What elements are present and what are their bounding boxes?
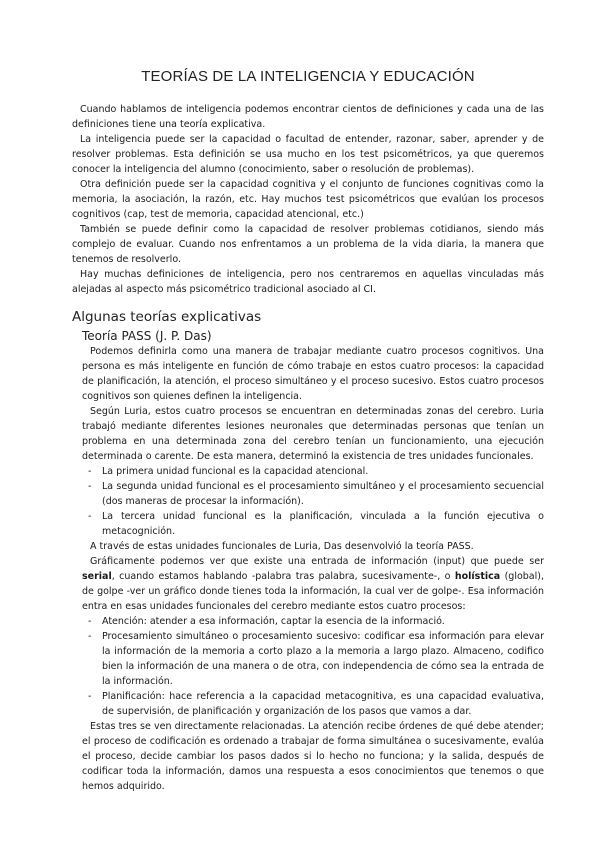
text-run: (global), de golpe -ver un gráfico donde tienes toda la información, la cual ver de golpe-. Esa información entra en esas unidades funcionales del cerebro mediante estos cuatro procesos: — [82, 571, 544, 612]
document-page — [72, 68, 544, 794]
list-item: - La tercera unidad funcional es la planificación, vinculada a la función ejecutiva o metacognición. — [88, 511, 544, 537]
body-paragraph: A través de estas unidades funcionales de Luria, Das desenvolvió la teoría PASS. — [90, 541, 474, 552]
functional-units-list — [72, 464, 544, 539]
body-paragraph: Según Luria, estos cuatro procesos se encuentran en determinadas zonas del cerebro. Luria trabajó mediante diferentes lesiones neuronales que determinadas personas que tenían un problema en una determinada zona del cerebro tenían un funcionamiento, una ejecución determinada o carente. De esta manera, determinó la existencia de tres unidades funcionales. — [82, 406, 544, 462]
list-item: - Procesamiento simultáneo o procesamiento sucesivo: codificar esa información para elevar la información de la memoria a corto plazo a la memoria a largo plazo. Almaceno, codifico bien la información de una manera o de otra, con independencia de cómo sea la entrada de la información. — [88, 631, 544, 687]
list-item-text: Procesamiento simultáneo o procesamiento sucesivo: codificar esa información para elevar la información de la memoria a corto plazo a la memoria a largo plazo. Almaceno, codifico bien la información de una manera o de otra, con independencia de cómo sea la entrada de la información. — [102, 631, 544, 687]
processes-list — [72, 614, 544, 719]
list-item-text: Atención: atender a esa información, captar la esencia de la informació. — [102, 616, 445, 627]
text-run: , cuando estamos hablando -palabra tras palabra, sucesivamente-, o — [111, 571, 455, 582]
list-item: - La segunda unidad funcional es el procesamiento simultáneo y el procesamiento secuencial (dos maneras de procesar la información). — [88, 481, 544, 507]
text-run: Gráficamente podemos ver que existe una entrada de información (input) que puede ser — [90, 556, 544, 567]
subsection-heading: Teoría PASS (J. P. Das) — [82, 329, 212, 343]
body-paragraph: Podemos definirla como una manera de trabajar mediante cuatro procesos cognitivos. Una persona es más inteligente en función de cómo trabaje en estos cuatro procesos: la capacidad de planificación, la atención, el proceso simultáneo y el proceso sucesivo. Estos cuatro procesos cognitivos son quienes definen la inteligencia. — [82, 346, 544, 402]
list-item-text: La tercera unidad funcional es la planificación, vinculada a la función ejecutiva o metacognición. — [102, 511, 544, 537]
document-title: TEORÍAS DE LA INTELIGENCIA Y EDUCACIÓN — [141, 68, 475, 85]
bold-term: holística — [454, 571, 501, 582]
list-item: - La primera unidad funcional es la capacidad atencional. — [88, 466, 369, 477]
intro-paragraph: Otra definición puede ser la capacidad cognitiva y el conjunto de funciones cognitivas como la memoria, la asociación, la razón, etc. Hay muchos test psicométricos que evalúan los procesos cognitivos (cap, test de memoria, capacidad atencional, etc.) — [72, 179, 544, 220]
body-paragraph: Estas tres se ven directamente relacionadas. La atención recibe órdenes de qué debe atender; el proceso de codificación es ordenado a trabajar de forma simultánea o sucesivamente, evalúa el proceso, decide cambiar los pasos dados si lo hecho no funciona; y la salida, después de codificar toda la información, damos una respuesta a esos conocimientos que tenemos o que hemos adquirido. — [82, 721, 544, 792]
list-item-text: Planificación: hace referencia a la capacidad metacognitiva, es una capacidad evaluativa, de supervisión, de planificación y organización de los pasos que vamos a dar. — [102, 691, 544, 717]
intro-section — [72, 102, 544, 297]
list-item: - Planificación: hace referencia a la capacidad metacognitiva, es una capacidad evaluativa, de supervisión, de planificación y organización de los pasos que vamos a dar. — [88, 691, 544, 717]
body-paragraph — [72, 554, 544, 614]
list-item-text: La segunda unidad funcional es el procesamiento simultáneo y el procesamiento secuencial (dos maneras de procesar la información). — [102, 481, 544, 507]
intro-paragraph: Cuando hablamos de inteligencia podemos encontrar cientos de definiciones y cada una de las definiciones tiene una teoría explicativa. — [72, 104, 544, 130]
intro-paragraph: La inteligencia puede ser la capacidad o facultad de entender, razonar, saber, aprender y de resolver problemas. Esta definición se usa mucho en los test psicométricos, ya que queremos conocer la inteligencia del alumno (conocimiento, saber o resolución de problemas). — [72, 134, 544, 175]
list-item-text: La primera unidad funcional es la capacidad atencional. — [102, 466, 369, 477]
list-item: - Atención: atender a esa información, captar la esencia de la informació. — [88, 616, 445, 627]
intro-paragraph: Hay muchas definiciones de inteligencia, pero nos centraremos en aquellas vinculadas más alejadas al aspecto más psicométrico tradicional asociado al CI. — [72, 269, 544, 295]
bold-term: serial — [82, 571, 112, 582]
pass-theory-section — [72, 329, 544, 794]
section-heading: Algunas teorías explicativas — [72, 309, 262, 325]
intro-paragraph: También se puede definir como la capacidad de resolver problemas cotidianos, siendo más complejo de evaluar. Cuando nos enfrentamos a un problema de la vida diaria, la manera que tenemos de resolverlo. — [72, 224, 544, 265]
